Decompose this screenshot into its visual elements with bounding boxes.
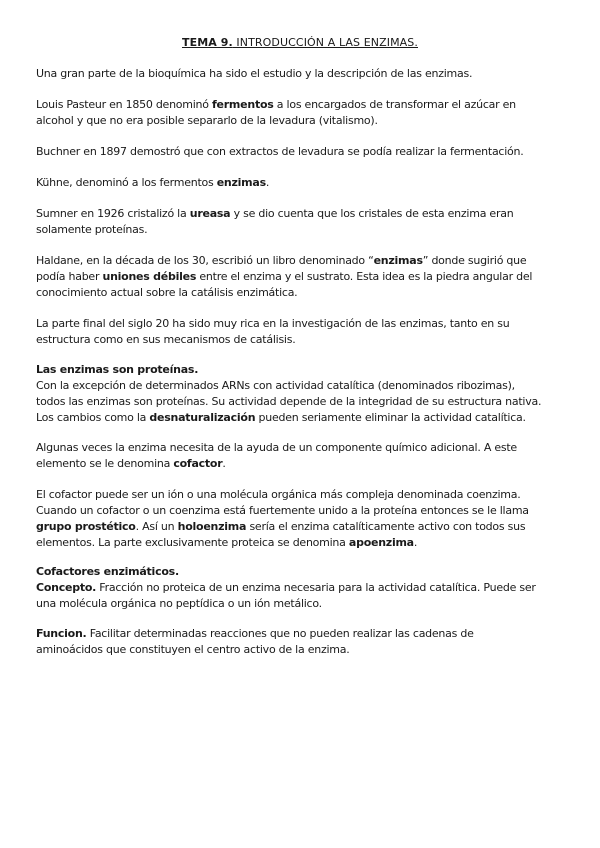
text-run: Sumner en 1926 cristalizó la <box>36 207 190 220</box>
bold-term: ureasa <box>189 207 231 220</box>
text-run: podía haber <box>36 270 103 283</box>
text-run: a los encargados de transformar el azúcar en <box>273 98 516 111</box>
text-run: una molécula orgánica no peptídica o un ión metálico. <box>36 597 322 610</box>
bold-term: enzimas <box>216 176 266 189</box>
text-run: INTRODUCCIÓN A LAS ENZIMAS. <box>232 36 418 49</box>
text-run: . <box>265 176 270 189</box>
text-run: Los cambios como la <box>36 411 150 424</box>
text-run: Fracción no proteica de un enzima necesaria para la actividad catalítica. Puede ser <box>96 581 536 594</box>
text-run: elementos. La parte exclusivamente proteica se denomina <box>36 536 349 549</box>
text-run: y se dio cuenta que los cristales de esta enzima eran <box>230 207 514 220</box>
text-run: Louis Pasteur en 1850 denominó <box>36 98 213 111</box>
paragraph-kuhne <box>36 175 571 191</box>
section-heading: Las enzimas son proteínas. <box>36 363 199 376</box>
section-cofactores <box>36 564 571 612</box>
text-run: ” donde sugirió que <box>422 254 527 267</box>
bold-term: TEMA 9. <box>181 36 233 49</box>
paragraph-haldane <box>36 253 571 301</box>
text-run: pueden seriamente eliminar la actividad catalítica. <box>255 411 526 424</box>
bold-term: enzimas <box>373 254 423 267</box>
bold-term: apoenzima <box>348 536 414 549</box>
page-title <box>0 36 600 49</box>
paragraph-buchner <box>36 144 571 160</box>
bold-term: Funcion. <box>36 627 87 640</box>
text-run: Haldane, en la década de los 30, escribió un libro denominado “ <box>36 254 374 267</box>
text-run: elemento se le denomina <box>36 457 174 470</box>
text-run: Buchner en 1897 demostró que con extractos de levadura se podía realizar la fermentación. <box>36 145 524 158</box>
text-run: Cuando un cofactor o un coenzima está fuertemente unido a la proteína entonces se le llama <box>36 504 529 517</box>
paragraph-funcion <box>36 626 571 658</box>
paragraph-pasteur <box>36 97 571 129</box>
text-run: aminoácidos que constituyen el centro activo de la enzima. <box>36 643 350 656</box>
paragraph-sumner <box>36 206 571 238</box>
section-heading: Cofactores enzimáticos. <box>36 565 179 578</box>
text-run: estructura como en sus mecanismos de catálisis. <box>36 333 296 346</box>
text-run: Facilitar determinadas reacciones que no pueden realizar las cadenas de <box>86 627 474 640</box>
bold-term: uniones débiles <box>102 270 197 283</box>
text-run: Kühne, denominó a los fermentos <box>36 176 217 189</box>
paragraph-siglo-20 <box>36 316 571 348</box>
bold-term: holoenzima <box>177 520 247 533</box>
text-run: Algunas veces la enzima necesita de la ayuda de un componente químico adicional. A este <box>36 441 517 454</box>
text-run: Una gran parte de la bioquímica ha sido el estudio y la descripción de las enzimas. <box>36 67 473 80</box>
bold-term: fermentos <box>212 98 274 111</box>
text-run: conocimiento actual sobre la catálisis enzimática. <box>36 286 298 299</box>
text-run: alcohol y que no era posible separarlo de la levadura (vitalismo). <box>36 114 378 127</box>
text-run: La parte final del siglo 20 ha sido muy rica en la investigación de las enzimas, tanto en su <box>36 317 510 330</box>
section-enzimas-proteinas <box>36 362 571 426</box>
bold-term: desnaturalización <box>149 411 256 424</box>
text-run: . <box>413 536 418 549</box>
bold-term: cofactor <box>173 457 223 470</box>
text-run: todos las enzimas son proteínas. Su actividad depende de la integridad de su estructura nativa. <box>36 395 542 408</box>
bold-term: grupo prostético <box>36 520 136 533</box>
text-run: . <box>222 457 226 470</box>
bold-term: Concepto. <box>36 581 97 594</box>
paragraph-cofactor <box>36 440 571 472</box>
paragraph-intro <box>36 66 571 82</box>
text-run: solamente proteínas. <box>36 223 148 236</box>
text-run: Con la excepción de determinados ARNs con actividad catalítica (denominados ribozimas), <box>36 379 515 392</box>
text-run: entre el enzima y el sustrato. Esta idea es la piedra angular del <box>196 270 533 283</box>
text-run: El cofactor puede ser un ión o una molécula orgánica más compleja denominada coenzima. <box>36 488 521 501</box>
paragraph-coenzima <box>36 487 571 551</box>
text-run: . Así un <box>135 520 178 533</box>
text-run: sería el enzima catalíticamente activo con todos sus <box>246 520 526 533</box>
